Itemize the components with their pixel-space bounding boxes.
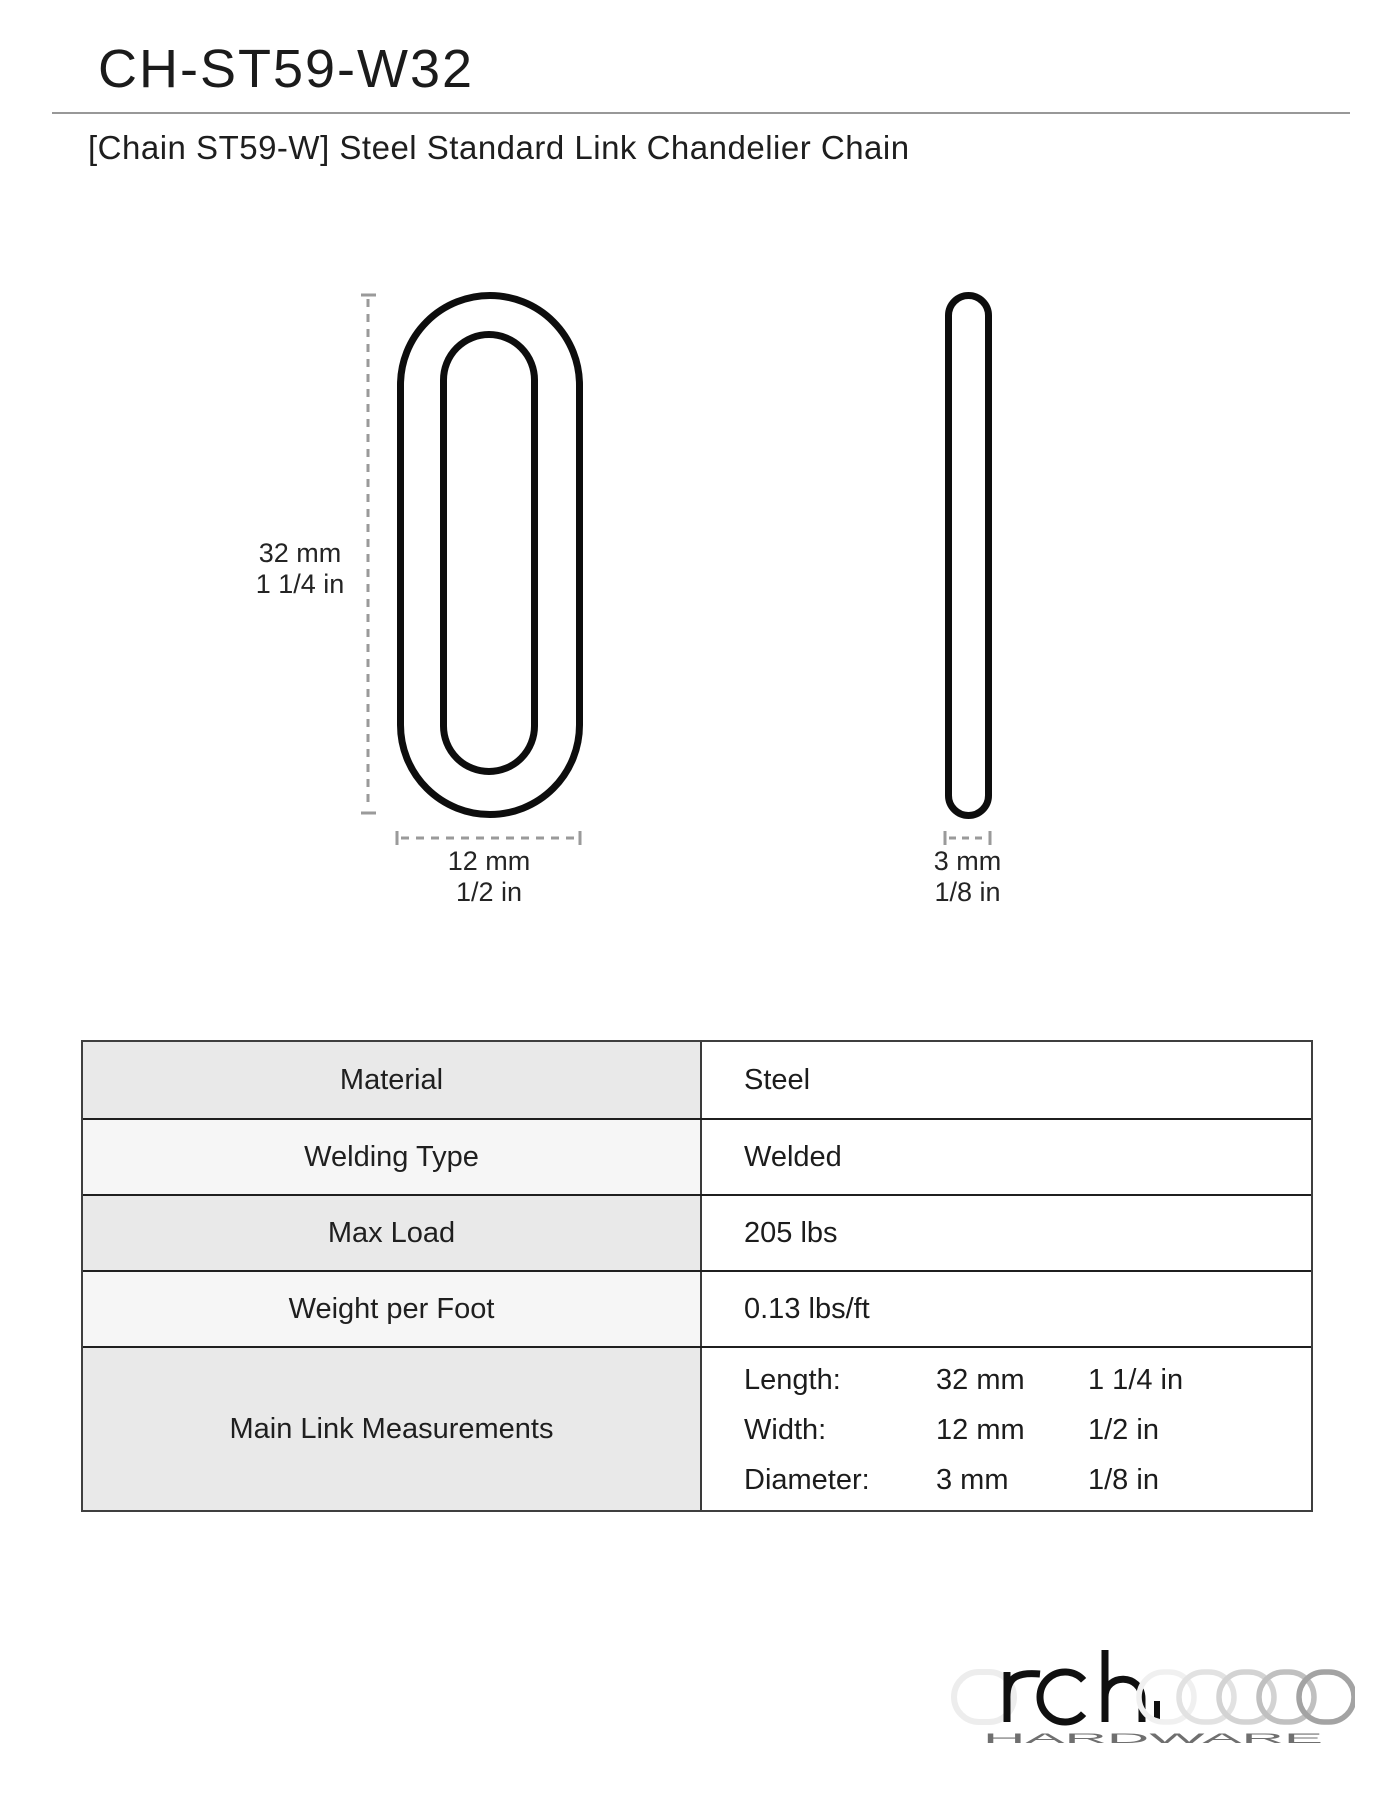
- spec-table: [81, 1040, 1313, 1512]
- measurement-metric: 12 mm: [936, 1414, 1025, 1446]
- measurement-metric: 3 mm: [936, 1464, 1009, 1496]
- measurement-imperial: 1/8 in: [1088, 1464, 1159, 1496]
- front-link-inner-outline: [440, 331, 538, 775]
- measurement-name: Diameter:: [744, 1464, 870, 1496]
- row-label: Max Load: [83, 1196, 702, 1270]
- product-subtitle: [Chain ST59-W] Steel Standard Link Chandelier Chain: [88, 129, 910, 166]
- measurement-imperial: 1/2 in: [1088, 1414, 1159, 1446]
- measurement-metric: 32 mm: [936, 1364, 1025, 1396]
- row-label: Welding Type: [83, 1120, 702, 1194]
- letter-c: [1040, 1672, 1084, 1722]
- front-height-imperial: 1 1/4 in: [255, 569, 345, 599]
- table-row-main-link-measurements: [83, 1346, 1311, 1510]
- row-value: 205 lbs: [702, 1196, 1311, 1270]
- row-value: 0.13 lbs/ft: [702, 1272, 1311, 1346]
- front-height-metric: 32 mm: [258, 538, 342, 568]
- measurement-imperial: 1 1/4 in: [1088, 1364, 1184, 1396]
- letter-h-arch: [1105, 1679, 1142, 1722]
- front-width-metric: 12 mm: [447, 846, 531, 876]
- chain-link-icon: [1299, 1672, 1354, 1722]
- measurement-line-width: [744, 1405, 1311, 1455]
- table-row-max-load: [83, 1194, 1311, 1270]
- table-row-weight-per-foot: [83, 1270, 1311, 1346]
- hardware-wordmark: HARDWARE: [983, 1730, 1323, 1746]
- row-label: Main Link Measurements: [83, 1348, 702, 1510]
- measurement-line-length: [744, 1355, 1311, 1405]
- measurement-name: Width:: [744, 1414, 827, 1446]
- side-link-outline: [945, 292, 992, 819]
- title-divider: [52, 112, 1350, 114]
- side-width-imperial: 1/8 in: [934, 877, 1001, 907]
- table-row-welding-type: [83, 1118, 1311, 1194]
- row-label: Material: [83, 1042, 702, 1118]
- measurement-line-diameter: [744, 1455, 1311, 1505]
- row-label: Weight per Foot: [83, 1272, 702, 1346]
- rch-hardware-logo: [945, 1645, 1355, 1765]
- measurement-name: Length:: [744, 1364, 841, 1396]
- front-width-label: [398, 846, 580, 908]
- table-row-material: [83, 1042, 1311, 1118]
- front-height-label: [235, 538, 365, 600]
- front-width-imperial: 1/2 in: [455, 877, 523, 907]
- page-title: CH-ST59-W32: [98, 39, 475, 99]
- measurements-cell: [702, 1348, 1311, 1510]
- brand-letters-rch: [1007, 1650, 1157, 1722]
- row-value: Steel: [702, 1042, 1311, 1118]
- side-width-label: [895, 846, 1040, 908]
- side-width-metric: 3 mm: [933, 846, 1002, 876]
- row-value: Welded: [702, 1120, 1311, 1194]
